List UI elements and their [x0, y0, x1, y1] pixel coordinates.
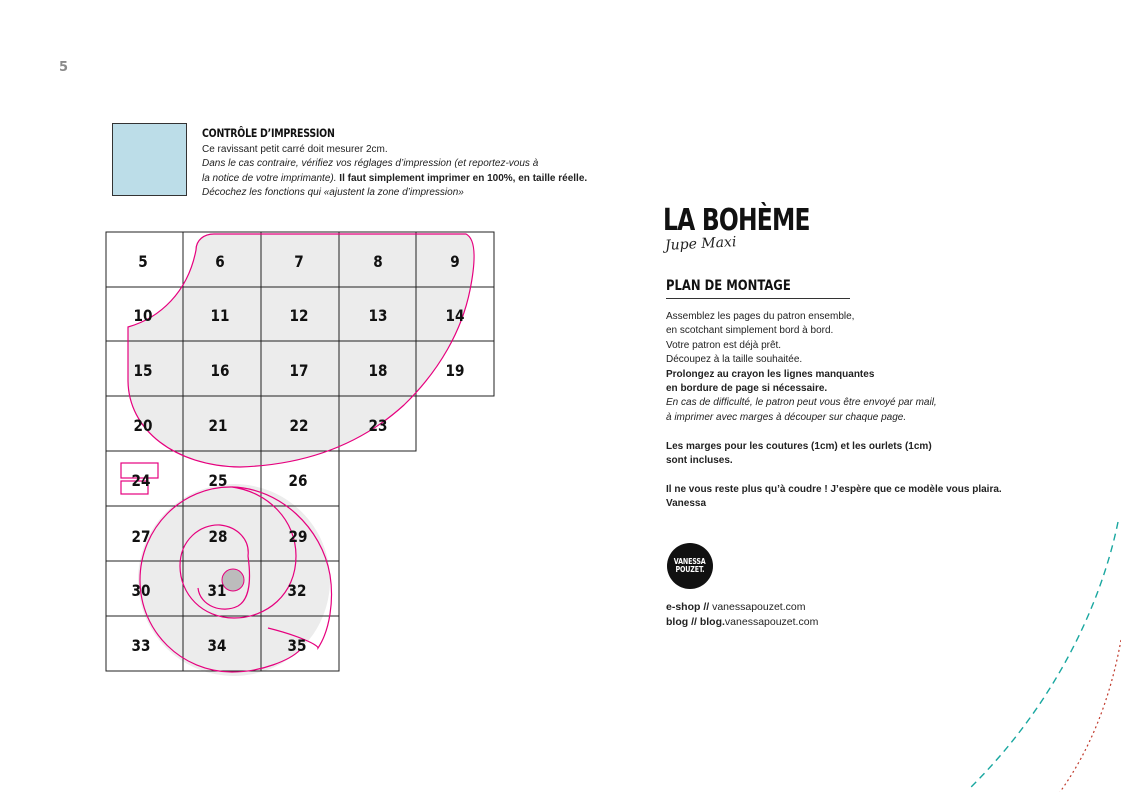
margins-line: Les marges pour les coutures (1cm) et les ourlets (1cm) — [666, 440, 932, 452]
closing-line: Il ne vous reste plus qu’à coudre ! J’espère que ce modèle vous plaira. — [666, 483, 1002, 495]
instruction-italic-line: En cas de difficulté, le patron peut vous être envoyé par mail, — [666, 397, 937, 409]
instruction-bold-line: Prolongez au crayon les lignes manquantes — [666, 368, 875, 380]
vanessa-pouzet-logo — [667, 543, 713, 589]
links-block — [666, 600, 818, 629]
cell-number: 35 — [287, 636, 307, 655]
margins-line: sont incluses. — [666, 455, 733, 467]
link-separator: // — [688, 615, 700, 628]
cell-number: 13 — [368, 306, 388, 325]
instruction-line: Votre patron est déjà prêt. — [666, 339, 782, 351]
instruction-line: Assemblez les pages du patron ensemble, — [666, 311, 855, 322]
decorative-dashed-curves — [940, 520, 1121, 792]
plan-title: PLAN DE MONTAGE — [666, 278, 791, 294]
cell-number: 32 — [287, 581, 307, 600]
plan-title-rule — [666, 298, 850, 299]
cell-number: 7 — [294, 252, 304, 271]
cell-number: 12 — [289, 306, 309, 325]
cell-number: 19 — [445, 361, 465, 380]
cell-number: 16 — [210, 361, 230, 380]
cell-number: 14 — [445, 306, 465, 325]
cell-number: 18 — [368, 361, 388, 380]
cell-number: 30 — [131, 581, 151, 600]
instruction-bold-line: en bordure de page si nécessaire. — [666, 383, 828, 395]
brand-title: LA BOHÈME — [663, 203, 810, 238]
cell-number: 33 — [131, 636, 151, 655]
cell-number: 25 — [208, 471, 228, 490]
print-control-line2: Dans le cas contraire, vérifiez vos réglages d’impression (et reportez-vous à — [202, 158, 539, 170]
instruction-line: Découpez à la taille souhaitée. — [666, 354, 803, 366]
cell-number: 26 — [288, 471, 308, 490]
logo-line1: VANESSA — [674, 556, 706, 566]
blog-link[interactable] — [700, 616, 818, 628]
print-control-title: CONTRÔLE D’IMPRESSION — [202, 126, 335, 140]
cell-number: 28 — [208, 527, 228, 546]
blog-link-prefix: blog. — [699, 615, 725, 628]
cell-number: 21 — [208, 416, 228, 435]
cell-number: 31 — [207, 581, 227, 600]
cell-number: 29 — [288, 527, 308, 546]
instruction-italic-line: à imprimer avec marges à découper sur chaque page. — [666, 411, 907, 423]
brand-subtitle: Jupe Maxi — [664, 234, 737, 254]
cell-number: 22 — [289, 416, 309, 435]
logo-line2: POUZET. — [675, 565, 705, 574]
print-control-line4: Décochez les fonctions qui «ajustent la zone d’impression» — [202, 187, 464, 199]
print-control-line3-italic: la notice de votre imprimante). — [202, 172, 337, 184]
eshop-label: e-shop — [666, 601, 701, 613]
cell-number: 6 — [215, 252, 225, 271]
cell-number: 27 — [131, 527, 151, 546]
cell-number: 11 — [210, 306, 230, 325]
cell-number: 8 — [373, 252, 383, 271]
instructions-block — [666, 310, 1086, 512]
print-control-line1: Ce ravissant petit carré doit mesurer 2cm. — [202, 143, 388, 155]
blog-link-domain: vanessapouzet.com — [724, 615, 819, 628]
cell-number: 24 — [131, 471, 151, 490]
page-number: 5 — [59, 60, 69, 75]
cell-number: 10 — [133, 306, 153, 325]
blog-label: blog — [666, 615, 689, 628]
cell-number: 9 — [450, 252, 460, 271]
link-separator: // — [700, 601, 713, 613]
cell-number: 20 — [133, 416, 153, 435]
signature: Vanessa — [666, 498, 707, 510]
cell-number: 34 — [207, 636, 227, 655]
cell-number: 17 — [289, 361, 309, 380]
print-control-line3-bold: Il faut simplement imprimer en 100%, en taille réelle. — [339, 172, 588, 184]
instruction-line: en scotchant simplement bord à bord. — [666, 325, 834, 337]
teal-dashed-curve — [968, 522, 1118, 790]
eshop-link[interactable]: vanessapouzet.com — [712, 601, 806, 613]
cell-number: 5 — [138, 252, 148, 271]
cell-number: 23 — [368, 416, 388, 435]
red-dotted-curve — [1060, 640, 1121, 792]
cell-number: 15 — [133, 361, 153, 380]
